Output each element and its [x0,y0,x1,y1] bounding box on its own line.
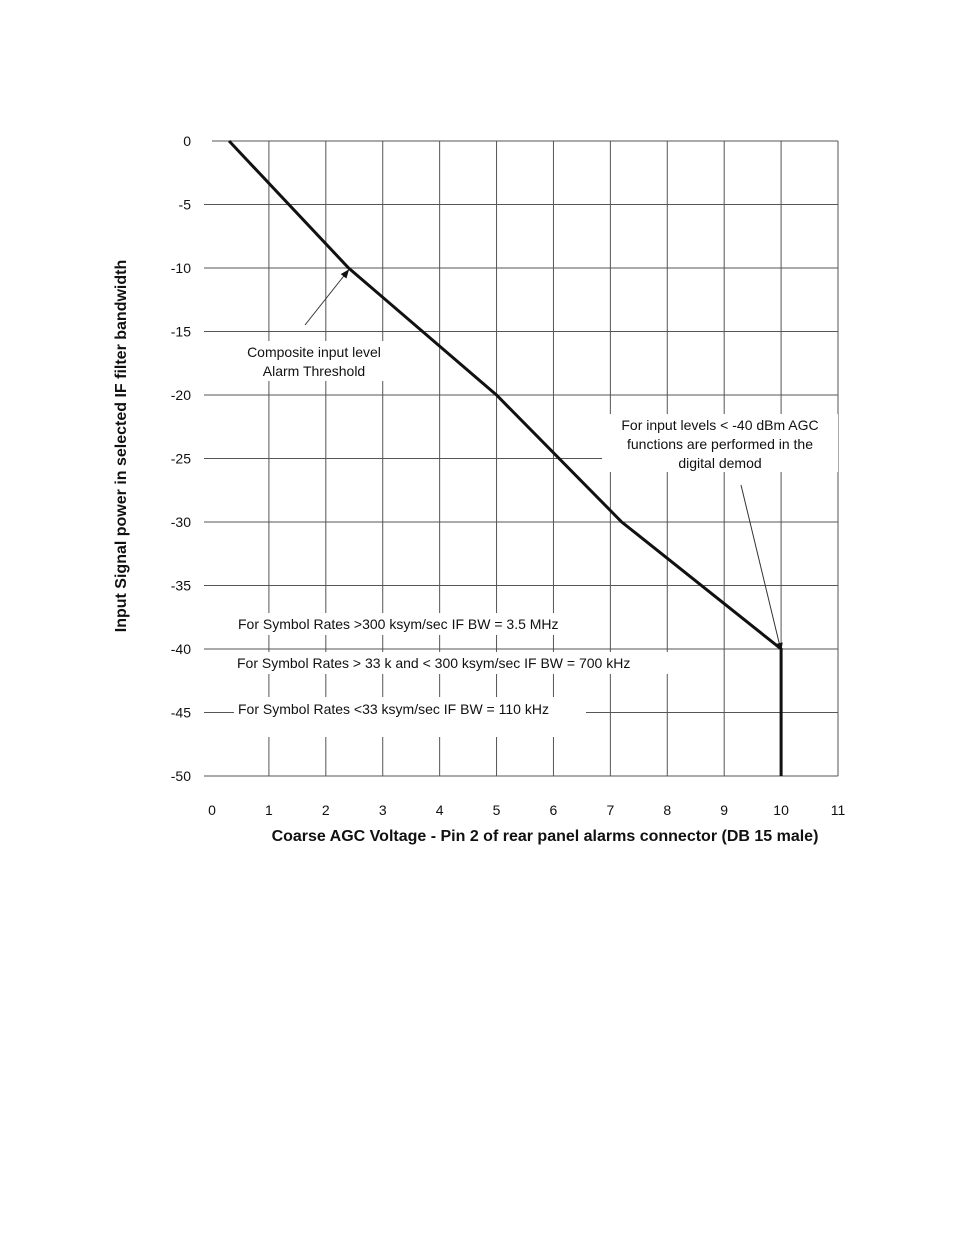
x-tick-label: 9 [720,802,729,818]
annotation-text: functions are performed in the [627,436,813,452]
annotation-arrow [741,485,781,651]
annotation [602,414,838,651]
annotation-text: For Symbol Rates <33 ksym/sec IF BW = 110 kHz [238,701,549,717]
x-tick-label: 10 [773,802,789,818]
x-tick-label: 2 [321,802,330,818]
y-tick-label: -45 [170,704,191,721]
x-tick-label: 3 [378,802,387,818]
y-tick-label: -35 [170,577,191,594]
annotation-text: digital demod [678,455,762,471]
y-tick-label: -50 [170,768,191,784]
x-axis-title: Coarse AGC Voltage - Pin 2 of rear panel alarms connector (DB 15 male) [271,828,819,845]
y-tick-label: 0 [183,133,191,149]
annotation-text: For Symbol Rates >300 ksym/sec IF BW = 3.5 MHz [238,616,559,632]
x-tick-label: 1 [265,802,273,818]
annotations [233,270,838,737]
annotation-text: Composite input level [247,344,381,360]
y-tick-label: -30 [170,514,191,530]
y-tick-label: -25 [170,450,191,467]
annotation [234,613,598,635]
y-tick-label: -5 [178,196,191,213]
y-tick-label: -10 [170,260,191,276]
x-tick-label: 7 [606,802,615,818]
y-tick-label: -15 [170,323,191,340]
x-tick-label: 0 [208,802,216,818]
y-axis-title: Input Signal power in selected IF filter bandwidth [113,259,130,633]
x-tick-label: 11 [830,802,846,818]
annotation [234,697,586,737]
annotation-text: For input levels < -40 dBm AGC [621,417,819,433]
x-tick-label: 8 [663,802,672,818]
annotation [233,652,677,674]
annotation-arrow [305,270,349,325]
annotation-text: Alarm Threshold [262,363,366,379]
y-tick-label: -40 [170,641,191,657]
x-tick-label: 4 [435,802,444,818]
x-tick-label: 5 [492,802,501,818]
x-tick-label: 6 [549,802,558,818]
y-tick-label: -20 [170,387,191,403]
annotation-text: For Symbol Rates > 33 k and < 300 ksym/sec IF BW = 700 kHz [237,655,631,671]
